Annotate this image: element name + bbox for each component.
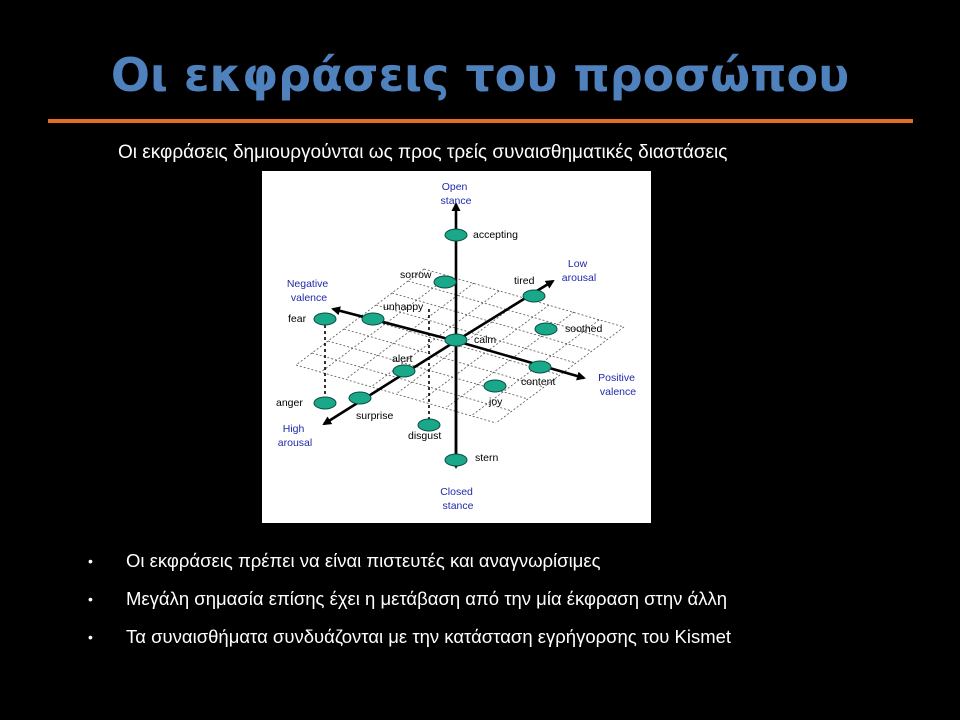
axis-label-negative-valence: Negative valence	[286, 278, 329, 304]
label-sorrow: sorrow	[400, 269, 432, 281]
label-surprise: surprise	[356, 410, 394, 422]
slide-title: Οι εκφράσεις του προσώπου	[110, 48, 850, 102]
node-joy	[484, 380, 506, 392]
bullet-marker: •	[88, 629, 93, 645]
node-unhappy	[362, 313, 384, 325]
slide-subtitle: Οι εκφράσεις δημιουργούνται ως προς τρείς συναισθηματικές διαστάσεις	[118, 142, 728, 163]
axis-label-positive-valence: Positive valence	[598, 372, 637, 398]
label-fear: fear	[288, 313, 307, 325]
axis-label-closed-stance: Closed stance	[440, 486, 474, 512]
node-content	[529, 361, 551, 373]
bullet-text: Μεγάλη σημασία επίσης έχει η μετάβαση από την μία έκφραση στην άλλη	[126, 588, 728, 609]
label-content: content	[521, 376, 556, 388]
node-stern	[445, 454, 467, 466]
node-soothed	[535, 323, 557, 335]
valence-axis-negative	[333, 309, 456, 341]
bullet-marker: •	[88, 591, 93, 607]
node-surprise	[349, 392, 371, 404]
label-alert: alert	[392, 353, 413, 365]
label-joy: joy	[489, 396, 503, 408]
label-disgust: disgust	[408, 430, 442, 442]
label-stern: stern	[475, 452, 499, 464]
node-anger	[314, 397, 336, 409]
node-calm	[445, 334, 467, 346]
label-unhappy: unhappy	[383, 301, 424, 313]
label-accepting: accepting	[473, 229, 518, 241]
axis-label-open-stance: Open stance	[440, 181, 472, 207]
affect-space-svg	[262, 171, 651, 523]
bullet-text: Οι εκφράσεις πρέπει να είναι πιστευτές και αναγνωρίσιμες	[126, 550, 601, 571]
axis-label-low-arousal: Low arousal	[561, 258, 597, 284]
node-fear	[314, 313, 336, 325]
node-alert	[393, 365, 415, 377]
axis-label-high-arousal: High arousal	[277, 423, 313, 449]
title-underline	[48, 119, 913, 123]
node-accepting	[445, 229, 467, 241]
bullet-text: Τα συναισθήματα συνδυάζονται με την κατάσταση εγρήγορσης του Kismet	[126, 626, 732, 647]
label-anger: anger	[276, 397, 303, 409]
node-tired	[523, 290, 545, 302]
label-tired: tired	[514, 275, 535, 287]
bullet-marker: •	[88, 553, 93, 569]
expression-labels	[276, 229, 603, 464]
node-sorrow	[434, 276, 456, 288]
label-soothed: soothed	[565, 323, 603, 335]
label-calm: calm	[474, 334, 497, 346]
affect-space-diagram	[262, 171, 651, 523]
